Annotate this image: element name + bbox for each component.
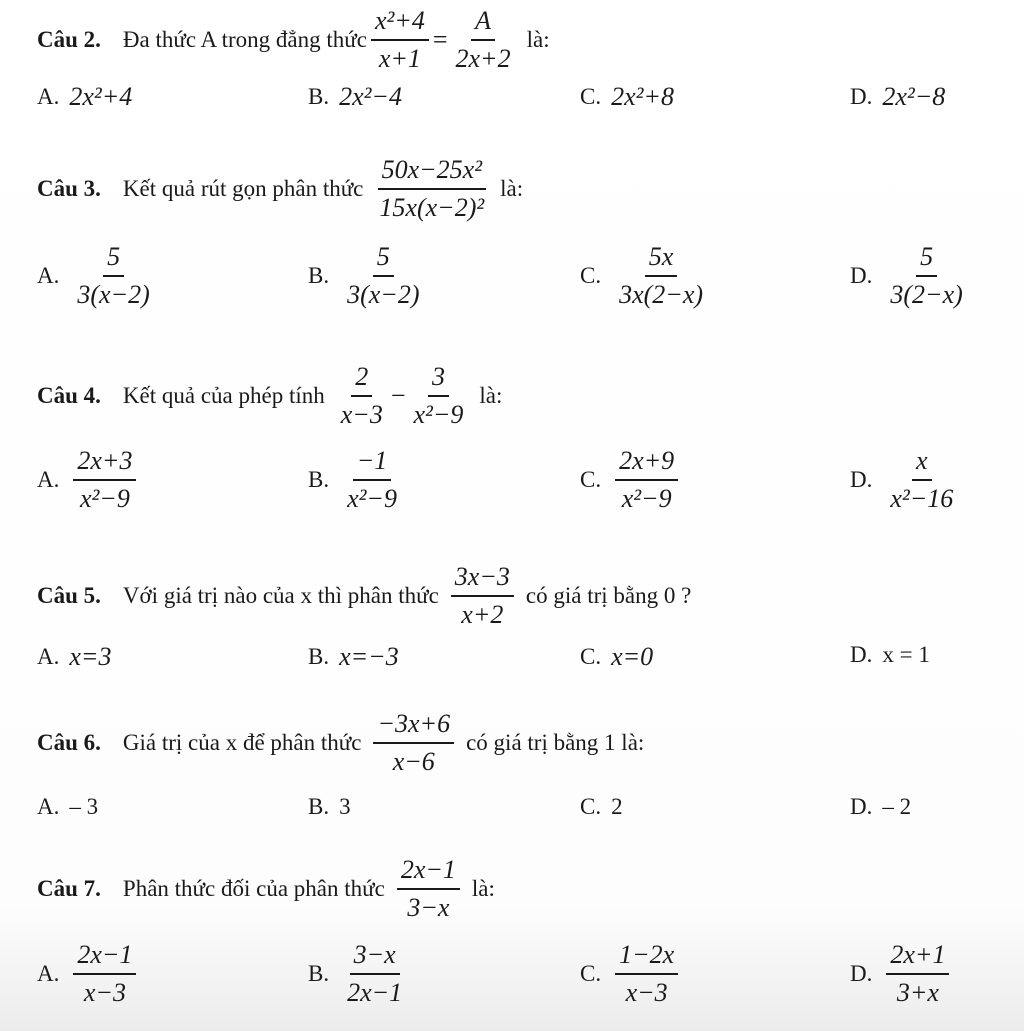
question-5 [37, 562, 699, 630]
option-letter: B. [308, 466, 330, 492]
option-fraction [73, 446, 136, 514]
option-d[interactable] [850, 794, 911, 820]
question-label: Câu 7. [37, 875, 101, 901]
option-b[interactable] [308, 642, 399, 672]
option-letter: D. [850, 794, 873, 819]
denominator: x+2 [461, 599, 504, 629]
option-letter: C. [580, 794, 602, 819]
option-letter: B. [308, 84, 330, 109]
option-value: 2x²−4 [339, 82, 402, 111]
question-text-end: là: [471, 875, 495, 901]
numerator: −3x+6 [373, 709, 454, 744]
option-fraction [886, 446, 957, 514]
denominator: 3+x [896, 977, 939, 1007]
option-value: 3 [339, 794, 351, 819]
denominator: 3(2−x) [890, 279, 963, 309]
option-fraction [73, 940, 136, 1008]
option-b[interactable] [308, 446, 405, 514]
denominator: 15x(x−2)² [379, 192, 485, 222]
option-a[interactable] [37, 642, 111, 672]
denominator: 3x(2−x) [619, 279, 704, 309]
option-c[interactable] [580, 642, 653, 672]
question-text-end: là: [500, 175, 524, 201]
option-letter: B. [308, 794, 330, 819]
option-c[interactable] [580, 940, 682, 1008]
question-text: Kết quả rút gọn phân thức [122, 175, 364, 201]
question-7 [37, 855, 503, 923]
numerator: 5 [103, 242, 124, 277]
option-letter: C. [580, 262, 602, 288]
question-text: Với giá trị nào của x thì phân thức [122, 582, 439, 608]
numerator: 2x−1 [73, 940, 136, 975]
denominator: x−6 [392, 746, 435, 776]
numerator: x [912, 446, 932, 481]
option-letter: B. [308, 960, 330, 986]
option-fraction [73, 242, 153, 310]
option-letter: C. [580, 960, 602, 986]
option-letter: D. [850, 84, 873, 109]
question-label: Câu 2. [37, 26, 101, 52]
option-d[interactable] [850, 940, 953, 1008]
numerator: 2x−1 [397, 855, 460, 890]
fraction-rhs [452, 6, 515, 74]
option-value: 2x²−8 [882, 82, 946, 111]
numerator: 2 [351, 362, 372, 397]
question-text: Đa thức A trong đẳng thức [122, 26, 367, 52]
option-fraction [886, 242, 966, 310]
option-value: 2 [611, 794, 623, 819]
option-b[interactable] [308, 794, 351, 820]
option-fraction [886, 940, 949, 1008]
fraction-a [337, 362, 387, 430]
fraction-b [410, 362, 468, 430]
question-text-end: là: [479, 382, 503, 408]
option-letter: A. [37, 644, 60, 669]
question-text-end: là: [526, 26, 550, 52]
question-text-end: có giá trị bằng 0 ? [525, 582, 692, 608]
question-text: Giá trị của x để phân thức [122, 729, 362, 755]
denominator: x+1 [378, 43, 421, 73]
option-d[interactable] [850, 242, 971, 310]
fraction [375, 155, 488, 223]
option-a[interactable] [37, 794, 98, 820]
option-c[interactable] [580, 794, 623, 820]
numerator: 2x+1 [886, 940, 949, 975]
numerator: 2x+3 [73, 446, 136, 481]
numerator: 2x+9 [615, 446, 678, 481]
option-value: x=0 [611, 642, 654, 671]
option-b[interactable] [308, 242, 428, 310]
numerator: 5x [645, 242, 678, 277]
option-a[interactable] [37, 940, 140, 1008]
question-6 [37, 709, 652, 777]
denominator: 3(x−2) [347, 279, 420, 309]
question-text-end: có giá trị bằng 1 là: [466, 729, 645, 755]
option-letter: A. [37, 84, 60, 109]
option-letter: A. [37, 262, 60, 288]
question-text: Phân thức đối của phân thức [122, 875, 385, 901]
option-value: x=3 [69, 642, 112, 671]
option-fraction [615, 446, 678, 514]
option-fraction [615, 242, 707, 310]
denominator: 2x−1 [347, 977, 403, 1007]
denominator: x²−9 [621, 483, 672, 513]
option-value: 2x²+8 [611, 82, 674, 111]
option-c[interactable] [580, 446, 682, 514]
denominator: x²−9 [347, 483, 397, 513]
option-letter: D. [850, 960, 873, 986]
option-letter: A. [37, 466, 60, 492]
option-letter: C. [580, 644, 602, 669]
option-c[interactable] [580, 242, 711, 310]
denominator: x²−9 [79, 483, 130, 513]
denominator: x−3 [625, 977, 668, 1007]
option-d[interactable] [850, 82, 945, 112]
option-fraction [343, 446, 401, 514]
denominator: x−3 [340, 399, 383, 429]
option-value: – 2 [882, 794, 912, 819]
option-a[interactable] [37, 82, 132, 112]
question-label: Câu 3. [37, 175, 101, 201]
option-fraction [615, 940, 678, 1008]
question-text: Kết quả của phép tính [122, 382, 325, 408]
option-value: x = 1 [882, 642, 930, 667]
option-c[interactable] [580, 82, 674, 112]
question-3 [37, 155, 531, 223]
numerator: x²+4 [371, 6, 429, 41]
option-letter: D. [850, 642, 873, 667]
option-letter: C. [580, 466, 602, 492]
option-value: 2x²+4 [69, 82, 133, 111]
option-b[interactable] [308, 82, 402, 112]
fraction-lhs [371, 6, 429, 74]
numerator: A [471, 6, 495, 41]
question-label: Câu 5. [37, 582, 101, 608]
option-fraction [343, 940, 406, 1008]
option-letter: B. [308, 262, 330, 288]
option-letter: C. [580, 84, 602, 109]
numerator: −1 [353, 446, 392, 481]
question-4 [37, 362, 510, 430]
option-a[interactable] [37, 242, 158, 310]
numerator: 50x−25x² [378, 155, 486, 190]
fraction [373, 709, 454, 777]
option-value: – 3 [69, 794, 99, 819]
fraction [397, 855, 460, 923]
minus-sign: − [390, 380, 406, 410]
option-letter: D. [850, 262, 873, 288]
numerator: 3x−3 [451, 562, 514, 597]
option-letter: B. [308, 644, 330, 669]
option-value: x=−3 [339, 642, 399, 671]
numerator: 3−x [350, 940, 400, 975]
question-label: Câu 4. [37, 382, 101, 408]
option-d[interactable] [850, 642, 930, 668]
option-letter: A. [37, 794, 60, 819]
equals-sign: = [432, 24, 448, 54]
option-b[interactable] [308, 940, 410, 1008]
numerator: 5 [373, 242, 394, 277]
option-fraction [343, 242, 423, 310]
denominator: x²−9 [413, 399, 464, 429]
denominator: 2x+2 [455, 43, 511, 73]
numerator: 3 [428, 362, 449, 397]
question-label: Câu 6. [37, 729, 101, 755]
denominator: x²−16 [890, 483, 954, 513]
numerator: 1−2x [615, 940, 678, 975]
denominator: 3(x−2) [77, 279, 150, 309]
fraction [451, 562, 514, 630]
option-letter: D. [850, 466, 873, 492]
option-letter: A. [37, 960, 60, 986]
option-d[interactable] [850, 446, 961, 514]
denominator: 3−x [407, 892, 450, 922]
numerator: 5 [916, 242, 937, 277]
question-2 [37, 6, 558, 74]
denominator: x−3 [83, 977, 126, 1007]
option-a[interactable] [37, 446, 140, 514]
